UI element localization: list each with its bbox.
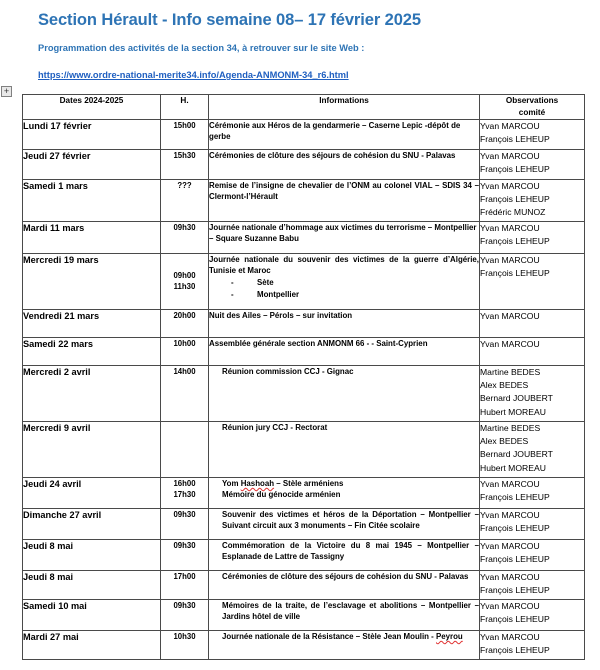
row-observations — [480, 508, 585, 539]
row-date: Dimanche 27 avril — [23, 508, 161, 539]
row-info — [209, 421, 480, 477]
row-info-text: Cérémonie aux Héros de la gendarmerie – Caserne Lepic -dépôt de gerbe — [209, 120, 461, 142]
observation-name: Yvan MARCOU — [480, 540, 540, 551]
row-time — [161, 253, 209, 309]
row-time-line1: 09h00 — [173, 270, 196, 280]
row-date: Lundi 17 février — [23, 119, 161, 149]
row-info — [209, 253, 480, 309]
row-info-text: Réunion commission CCJ - Gignac — [222, 366, 354, 376]
row-observations — [480, 421, 585, 477]
observation-name: Yvan MARCOU — [480, 254, 540, 265]
observation-name: Martine BEDES — [480, 366, 541, 377]
row-time: 14h00 — [161, 365, 209, 421]
row-info-line1: Yom Hashoah – Stèle arméniens — [222, 478, 344, 488]
observation-name: François LEHEUP — [480, 614, 550, 625]
row-info-text — [209, 631, 479, 642]
row-time: 10h30 — [161, 630, 209, 659]
observation-name: François LEHEUP — [480, 554, 550, 565]
observation-name: Alex BEDES — [480, 380, 529, 391]
page-title: Section Hérault - Info semaine 08– 17 février 2025 — [38, 11, 421, 29]
row-time-line2: 11h30 — [173, 282, 196, 292]
row-time — [161, 421, 209, 477]
row-date: Mardi 27 mai — [23, 630, 161, 659]
observation-name: François LEHEUP — [480, 236, 550, 247]
table-row — [23, 421, 585, 477]
agenda-table — [22, 94, 585, 660]
row-date: Mardi 11 mars — [23, 221, 161, 253]
row-info-sublist — [209, 277, 479, 301]
row-time: 17h00 — [161, 570, 209, 599]
row-date: Mercredi 19 mars — [23, 253, 161, 309]
page-subtitle: Programmation des activités de la section 34, à retrouver sur le site Web : — [38, 42, 365, 53]
list-item: - Sète — [231, 277, 479, 289]
row-info-text: Réunion jury CCJ - Rectorat — [222, 422, 328, 432]
row-date: Jeudi 8 mai — [23, 539, 161, 570]
column-header-observations — [480, 95, 585, 120]
row-info — [209, 309, 480, 337]
row-date: Vendredi 21 mars — [23, 309, 161, 337]
row-observations — [480, 309, 585, 337]
row-info-text: Commémoration de la Victoire du 8 mai 1945 – Montpellier – Esplanade de Lattre de Tassigny — [222, 540, 479, 562]
observation-name: Hubert MOREAU — [480, 462, 546, 473]
website-link-row — [0, 54, 600, 83]
document-header — [0, 0, 600, 83]
observation-name: François LEHEUP — [480, 268, 550, 279]
observation-name: Yvan MARCOU — [480, 600, 540, 611]
row-info-line2: Mémoire du génocide arménien — [222, 490, 341, 500]
observation-name: Yvan MARCOU — [480, 631, 540, 642]
observation-name: François LEHEUP — [480, 585, 550, 596]
observation-name: Yvan MARCOU — [480, 478, 540, 489]
row-observations — [480, 570, 585, 599]
table-row — [23, 149, 585, 179]
observation-name: Yvan MARCOU — [480, 509, 540, 520]
row-observations — [480, 539, 585, 570]
row-observations — [480, 119, 585, 149]
observation-name: François LEHEUP — [480, 492, 550, 503]
observation-name: Frédéric MUNOZ — [480, 207, 546, 218]
observation-name: Yvan MARCOU — [480, 120, 540, 131]
row-time: 09h30 — [161, 508, 209, 539]
row-time: 09h30 — [161, 221, 209, 253]
column-header-informations: Informations — [209, 95, 480, 120]
observation-name: Yvan MARCOU — [480, 310, 540, 321]
observation-name: Yvan MARCOU — [480, 571, 540, 582]
row-info — [209, 365, 480, 421]
row-date: Samedi 10 mai — [23, 599, 161, 630]
row-date: Mercredi 2 avril — [23, 365, 161, 421]
misspelled-word: Hashoah — [240, 478, 275, 488]
row-observations — [480, 221, 585, 253]
list-item: - Montpellier — [231, 289, 479, 301]
row-time — [161, 477, 209, 508]
row-date: Jeudi 8 mai — [23, 570, 161, 599]
row-info — [209, 599, 480, 630]
row-info-text: Remise de l’insigne de chevalier de l’ONM au colonel VIAL – SDIS 34 – Clermont-l’Hérault — [209, 180, 479, 202]
row-info-text: Souvenir des victimes et héros de la Déportation – Montpellier – Suivant circuit aux 3 monuments – Fin Citée scolaire — [222, 509, 479, 531]
row-observations — [480, 149, 585, 179]
row-info — [209, 630, 480, 659]
row-info — [209, 477, 480, 508]
row-time: ??? — [161, 179, 209, 221]
observation-name: Bernard JOUBERT — [480, 449, 553, 460]
table-row — [23, 539, 585, 570]
column-header-hour: H. — [161, 95, 209, 120]
row-time: 10h00 — [161, 337, 209, 365]
row-date: Jeudi 24 avril — [23, 477, 161, 508]
row-info-line1-rest: – Stèle arméniens — [274, 478, 344, 488]
table-row — [23, 630, 585, 659]
row-info — [209, 570, 480, 599]
row-date: Mercredi 9 avril — [23, 421, 161, 477]
observation-name: Yvan MARCOU — [480, 180, 540, 191]
observation-name: Alex BEDES — [480, 436, 529, 447]
row-time: 09h30 — [161, 539, 209, 570]
observation-name: François LEHEUP — [480, 134, 550, 145]
observation-name: Yvan MARCOU — [480, 150, 540, 161]
row-time: 15h30 — [161, 149, 209, 179]
column-header-observations-line1: Observations — [505, 96, 559, 105]
row-date: Jeudi 27 février — [23, 149, 161, 179]
row-observations — [480, 337, 585, 365]
observation-name: Yvan MARCOU — [480, 338, 540, 349]
observation-name: François LEHEUP — [480, 164, 550, 175]
agenda-table-container — [22, 94, 584, 660]
table-move-handle[interactable]: + — [1, 86, 12, 97]
row-info-text: Cérémonies de clôture des séjours de cohésion du SNU - Palavas — [209, 150, 456, 160]
row-time-line1: 16h00 — [173, 478, 196, 488]
row-info — [209, 337, 480, 365]
table-row — [23, 570, 585, 599]
table-row — [23, 309, 585, 337]
table-row — [23, 119, 585, 149]
row-time: 09h30 — [161, 599, 209, 630]
observation-name: Yvan MARCOU — [480, 222, 540, 233]
row-observations — [480, 599, 585, 630]
row-info — [209, 539, 480, 570]
row-date: Samedi 1 mars — [23, 179, 161, 221]
table-row — [23, 337, 585, 365]
column-header-dates: Dates 2024-2025 — [23, 95, 161, 120]
row-time-line2: 17h30 — [173, 490, 196, 500]
row-info — [209, 179, 480, 221]
row-info — [209, 508, 480, 539]
row-info-text: Cérémonies de clôture des séjours de cohésion du SNU - Palavas — [222, 571, 469, 581]
table-row — [23, 477, 585, 508]
row-info — [209, 119, 480, 149]
row-time: 15h00 — [161, 119, 209, 149]
observation-name: François LEHEUP — [480, 523, 550, 534]
row-info — [209, 221, 480, 253]
observation-name: Hubert MOREAU — [480, 406, 546, 417]
column-header-observations-line2: comité — [518, 107, 546, 117]
row-observations — [480, 253, 585, 309]
misspelled-word: Peyrou — [436, 631, 463, 641]
row-info-text: Mémoires de la traite, de l’esclavage et abolitions – Montpellier – Jardins hôtel de ville — [222, 600, 479, 622]
row-observations — [480, 630, 585, 659]
observation-name: Bernard JOUBERT — [480, 393, 553, 404]
table-row — [23, 599, 585, 630]
row-info — [209, 149, 480, 179]
table-row — [23, 253, 585, 309]
row-info-prefix: Journée nationale de la Résistance – Stèle Jean Moulin - — [222, 631, 436, 641]
table-row — [23, 221, 585, 253]
table-header-row — [23, 95, 585, 120]
observation-name: François LEHEUP — [480, 194, 550, 205]
table-row — [23, 365, 585, 421]
row-time: 20h00 — [161, 309, 209, 337]
row-info-text: Journée nationale du souvenir des victimes de la guerre d’Algérie, Tunisie et Maroc — [209, 254, 479, 276]
website-link[interactable]: https://www.ordre-national-merite34.info/Agenda-ANMONM-34_r6.html — [38, 70, 349, 81]
row-info-text: Nuit des Ailes – Pérols – sur invitation — [209, 310, 353, 320]
row-info-text: Journée nationale d’hommage aux victimes du terrorisme – Montpellier – Square Suzanne Babu — [209, 222, 477, 244]
observation-name: Martine BEDES — [480, 422, 541, 433]
row-observations — [480, 179, 585, 221]
row-observations — [480, 365, 585, 421]
observation-name: François LEHEUP — [480, 645, 550, 656]
table-row — [23, 508, 585, 539]
table-row — [23, 179, 585, 221]
row-info-text: Assemblée générale section ANMONM 66 - - Saint-Cyprien — [209, 338, 428, 348]
row-date: Samedi 22 mars — [23, 337, 161, 365]
row-observations — [480, 477, 585, 508]
